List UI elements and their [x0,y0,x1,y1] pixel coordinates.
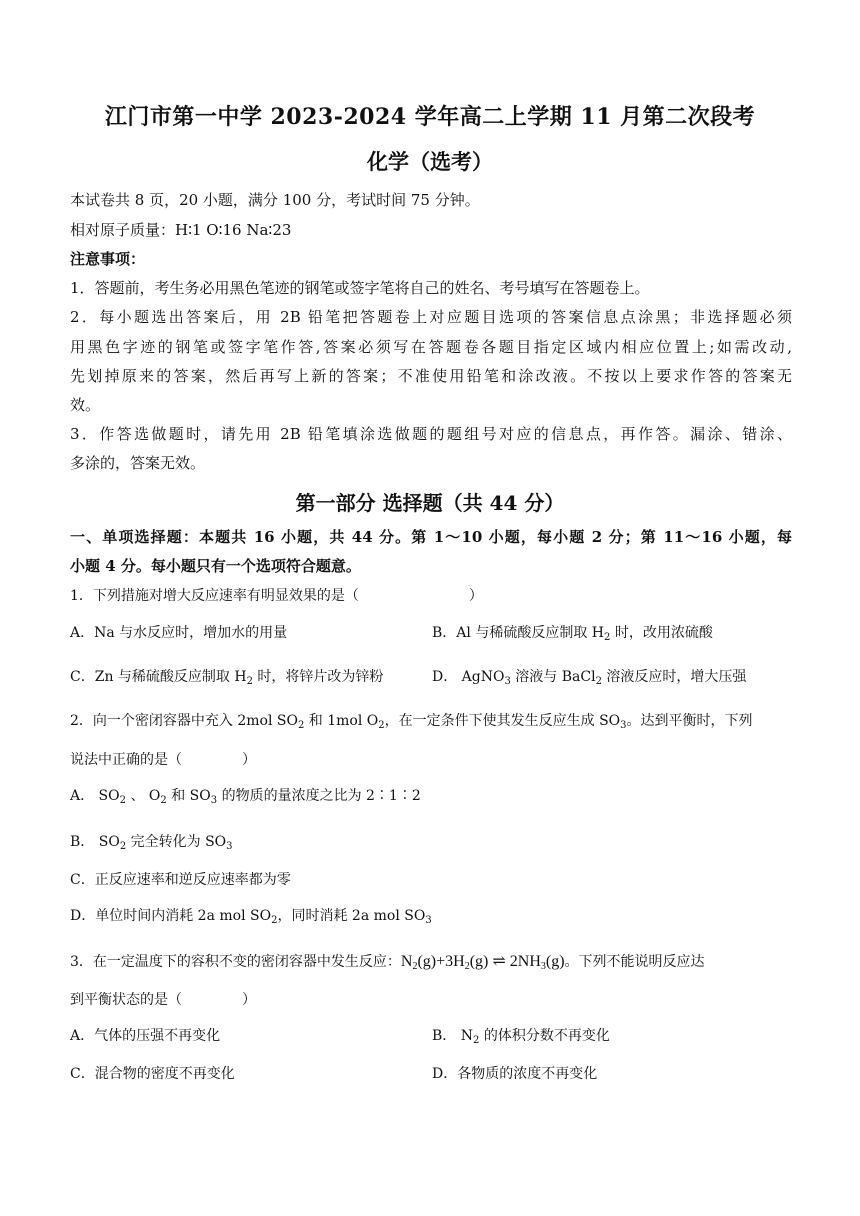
q1-option-d: D． AgNO$_3$ 溶液与 BaCl$_2$ 溶液反应时，增大压强 [432,669,747,687]
notice-title: 注意事项： [70,250,146,268]
question-1-stem: 1．下列措施对增大反应速率有明显效果的是（ ） [70,588,483,604]
reaction-equation: $N_2(g)+3H_2(g)$ ⇌ $2NH_3(g)$ [400,953,565,972]
question-2-stem-line-2: 说法中正确的是（ ） [70,752,256,768]
q3-option-d: D．各物质的浓度不再变化 [432,1066,598,1082]
notice-1: 1．答题前，考生务必用黑色笔迹的钢笔或签字笔将自己的姓名、考号填写在答题卷上。 [70,279,650,297]
q1-option-c: C．Zn 与稀硫酸反应制取 $H_2$ 时，将锌片改为锌粉 [70,669,384,687]
atomic-mass-line: 相对原子质量：H∶1 O∶16 Na∶23 [70,221,292,239]
q2-option-d: D．单位时间内消耗 2a mol $SO_2$，同时消耗 2a mol $SO_3$ [70,908,432,926]
q2-option-c: C．正反应速率和逆反应速率都为零 [70,872,291,888]
intro-line-1: 本试卷共 8 页，20 小题，满分 100 分，考试时间 75 分钟。 [70,191,480,209]
question-3-stem-line-2: 到平衡状态的是（ ） [70,992,256,1008]
q3-option-c: C．混合物的密度不再变化 [70,1066,235,1082]
equilibrium-arrow-icon: ⇌ [492,953,506,970]
section-instruction-line-1: 一、单项选择题：本题共 16 小题，共 44 分。第 1～10 小题，每小题 2 分；第 11～16 小题，每 [70,528,792,546]
notice-2-line-1: 2．每小题选出答案后，用 2B 铅笔把答题卷上对应题目选项的答案信息点涂黑；非选择题必须 [70,308,792,326]
section-instruction-line-2: 小题 4 分。每小题只有一个选项符合题意。 [70,557,361,575]
notice-2-line-2: 用黑色字迹的钢笔或签字笔作答,答案必须写在答题卷各题目指定区域内相应位置上;如需改动, [70,338,792,356]
question-2-stem-line-1: 2．向一个密闭容器中充入 2mol $SO_2$ 和 1mol $O_2$，在一定条件下使其发生反应生成 $SO_3$。达到平衡时，下列 [70,713,753,731]
q1-option-a: A．Na 与水反应时，增加水的用量 [70,625,288,641]
q2-option-b: B． $SO_2$ 完全转化为 $SO_3$ [70,834,233,852]
q3-option-a: A．气体的压强不再变化 [70,1028,221,1044]
notice-3-line-2: 多涂的，答案无效。 [70,454,206,472]
notice-3-line-1: 3．作答选做题时，请先用 2B 铅笔填涂选做题的题组号对应的信息点，再作答。漏涂、错涂、 [70,425,792,443]
question-3-stem-line-1: 3．在一定温度下的容积不变的密闭容器中发生反应：$N_2(g)+3H_2(g)$ ⇌ $2NH_3(g)$。下列不能说明反应达 [70,953,705,972]
exam-title: 江门市第一中学 2023-2024 学年高二上学期 11 月第二次段考 [104,104,756,130]
notice-2-line-4: 效。 [70,396,101,414]
q2-option-a: A． $SO_2$ 、 $O_2$ 和 $SO_3$ 的物质的量浓度之比为 2∶1∶2 [70,788,421,806]
section-title: 第一部分 选择题（共 44 分） [295,491,565,515]
notice-2-line-3: 先划掉原来的答案，然后再写上新的答案；不准使用铅笔和涂改液。不按以上要求作答的答案无 [70,367,792,385]
q1-option-b: B．Al 与稀硫酸反应制取 $H_2$ 时，改用浓硫酸 [432,625,713,643]
exam-subtitle: 化学（选考） [367,149,493,174]
q3-option-b: B． $N_2$ 的体积分数不再变化 [432,1028,610,1046]
